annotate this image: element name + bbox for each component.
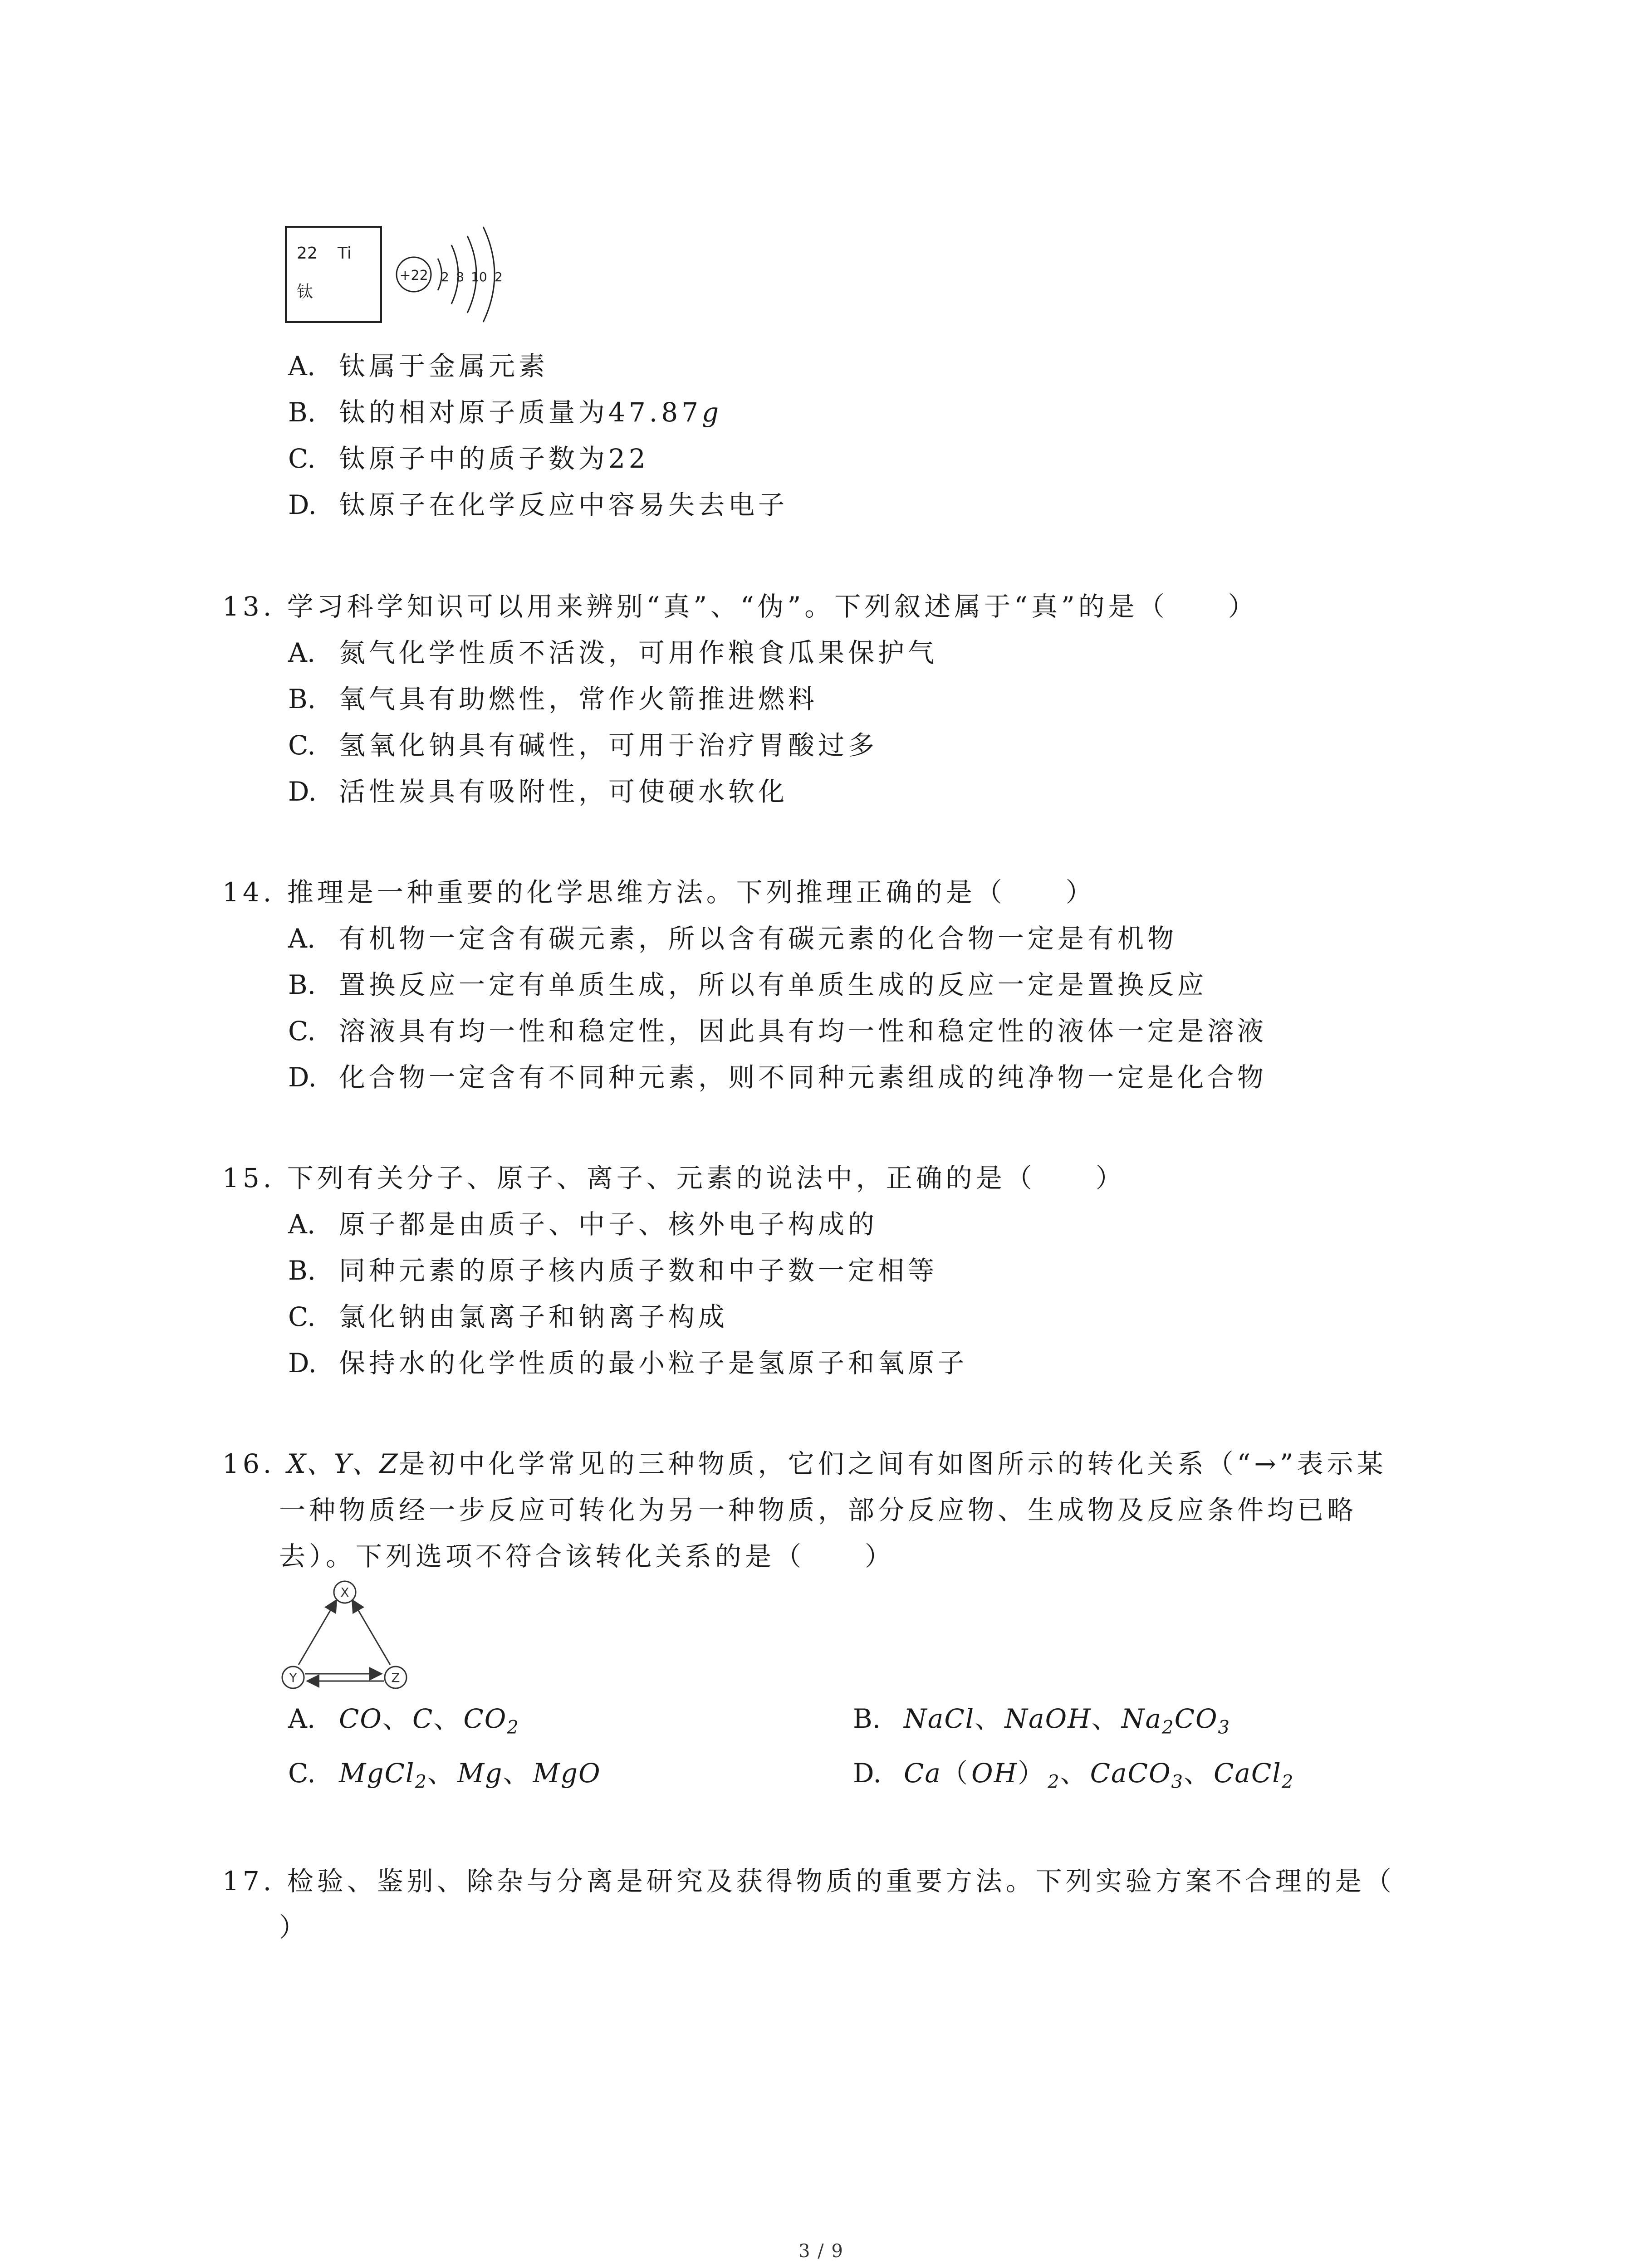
option-text: 保持水的化学性质的最小粒子是氢原子和氧原子	[339, 1348, 968, 1378]
q12-option-c	[288, 437, 649, 475]
option-text: 钛的相对原子质量为47.87	[339, 397, 702, 428]
q14-stem	[222, 871, 1096, 909]
shell-3-count: 10	[471, 269, 487, 284]
option-text: 钛属于金属元素	[339, 351, 549, 381]
q16-stem-line-3: 去）。下列选项不符合该转化关系的是（ ）	[279, 1541, 895, 1572]
q16-option-a: A. CO、C、$CO_2$	[288, 1703, 519, 1738]
q16-option-d: D. $Ca(OH)_2$、CaCO$_3$、CaCl$_2$	[853, 1758, 1294, 1793]
option-label: D.	[853, 1758, 882, 1789]
node-x: X	[340, 1585, 349, 1600]
atomic-number: 22	[297, 244, 318, 263]
q14-option-d	[288, 1056, 1267, 1094]
q15-option-a	[288, 1203, 878, 1241]
q12-option-d	[288, 484, 788, 522]
page-number: 3 / 9	[798, 2241, 844, 2262]
shell-4-count: 2	[495, 269, 503, 284]
option-text: 氯化钠由氯离子和钠离子构成	[339, 1301, 729, 1332]
option-label: A.	[288, 351, 316, 381]
q15-option-b	[288, 1249, 938, 1287]
q13-option-a	[288, 631, 938, 670]
option-label: A.	[288, 637, 316, 668]
nucleus-charge: +22	[399, 268, 428, 284]
q15-option-d	[288, 1342, 968, 1380]
question-text: 下列有关分子、原子、离子、元素的说法中，正确的是（ ）	[287, 1163, 1126, 1193]
option-text: 溶液具有均一性和稳定性，因此具有均一性和稳定性的液体一定是溶液	[339, 1016, 1268, 1046]
q16-option-c: C. MgCl$_2$、Mg、MgO	[288, 1758, 601, 1793]
option-label: C.	[288, 1301, 316, 1332]
option-label: D.	[288, 489, 317, 520]
titanium-atom-diagram	[281, 209, 517, 336]
question-number: 15.	[222, 1163, 275, 1193]
option-label: C.	[288, 730, 316, 761]
question-text: 推理是一种重要的化学思维方法。下列推理正确的是（ ）	[287, 877, 1096, 908]
xyz-triangle-diagram	[277, 1579, 413, 1696]
q15-stem	[222, 1157, 1126, 1195]
option-label: C.	[288, 443, 316, 474]
option-label: D.	[288, 776, 317, 807]
titanium-figure	[281, 209, 517, 336]
q16-option-b: B. NaCl、NaOH、$Na_2CO_3$	[853, 1703, 1230, 1738]
question-number: 14.	[222, 877, 275, 908]
option-text: 原子都是由质子、中子、核外电子构成的	[339, 1209, 878, 1240]
q16-stem-line-2: 一种物质经一步反应可转化为另一种物质，部分反应物、生成物及反应条件均已略	[279, 1495, 1357, 1525]
q17-stem-line-1	[222, 1860, 1395, 1898]
option-label: B.	[288, 1255, 316, 1286]
option-label: B.	[288, 684, 316, 714]
option-text: 置换反应一定有单质生成，所以有单质生成的反应一定是置换反应	[339, 969, 1208, 1000]
q13-option-b	[288, 678, 818, 716]
option-text: 同种元素的原子核内质子数和中子数一定相等	[339, 1255, 938, 1286]
question-vars: X、Y、Z	[287, 1448, 399, 1479]
element-symbol: Ti	[338, 244, 352, 263]
q14-option-a	[288, 917, 1177, 955]
q14-option-b	[288, 963, 1207, 1002]
option-label: A.	[288, 923, 316, 954]
option-text: 钛原子中的质子数为22	[339, 443, 649, 474]
element-name: 钛	[297, 283, 314, 301]
option-label: B.	[853, 1703, 881, 1734]
option-label: D.	[288, 1348, 317, 1378]
conversion-diagram	[277, 1579, 413, 1696]
option-text: 有机物一定含有碳元素，所以含有碳元素的化合物一定是有机物	[339, 923, 1178, 954]
question-text: 是初中化学常见的三种物质，它们之间有如图所示的转化关系（“→”表示某	[398, 1448, 1387, 1479]
element-box	[286, 227, 381, 322]
option-text: 氧气具有助燃性，常作火箭推进燃料	[339, 684, 818, 714]
option-label: A.	[288, 1703, 316, 1734]
option-text: 活性炭具有吸附性，可使硬水软化	[339, 776, 789, 807]
q13-option-d	[288, 770, 788, 808]
option-label: B.	[288, 969, 316, 1000]
q14-option-c	[288, 1010, 1267, 1048]
option-label: B.	[288, 397, 316, 428]
node-z: Z	[391, 1670, 400, 1685]
q15-option-c	[288, 1295, 728, 1334]
option-text: 氮气化学性质不活泼，可用作粮食瓜果保护气	[339, 637, 938, 668]
question-number: 13.	[222, 591, 275, 622]
option-label: C.	[288, 1016, 316, 1046]
q13-stem	[222, 585, 1258, 623]
option-unit: g	[702, 397, 720, 428]
option-label: D.	[288, 1062, 317, 1093]
shell-2-count: 8	[456, 269, 464, 284]
option-text: 钛原子在化学反应中容易失去电子	[339, 489, 789, 520]
node-y: Y	[289, 1670, 297, 1685]
option-label: A.	[288, 1209, 316, 1240]
question-text: 学习科学知识可以用来辨别“真”、“伪”。下列叙述属于“真”的是（ ）	[287, 591, 1258, 622]
option-label: C.	[288, 1758, 316, 1789]
question-number: 16.	[222, 1448, 275, 1479]
q16-stem-line-1	[222, 1442, 1386, 1481]
q17-stem-line-2: ）	[279, 1912, 309, 1943]
q12-option-a	[288, 345, 549, 383]
q13-option-c	[288, 724, 878, 762]
question-text: 检验、鉴别、除杂与分离是研究及获得物质的重要方法。下列实验方案不合理的是（	[287, 1866, 1395, 1897]
question-number: 17.	[222, 1866, 275, 1897]
shell-1-count: 2	[441, 269, 449, 284]
option-text: 氢氧化钠具有碱性，可用于治疗胃酸过多	[339, 730, 878, 761]
q12-option-b	[288, 391, 720, 429]
option-text: 化合物一定含有不同种元素，则不同种元素组成的纯净物一定是化合物	[339, 1062, 1268, 1093]
